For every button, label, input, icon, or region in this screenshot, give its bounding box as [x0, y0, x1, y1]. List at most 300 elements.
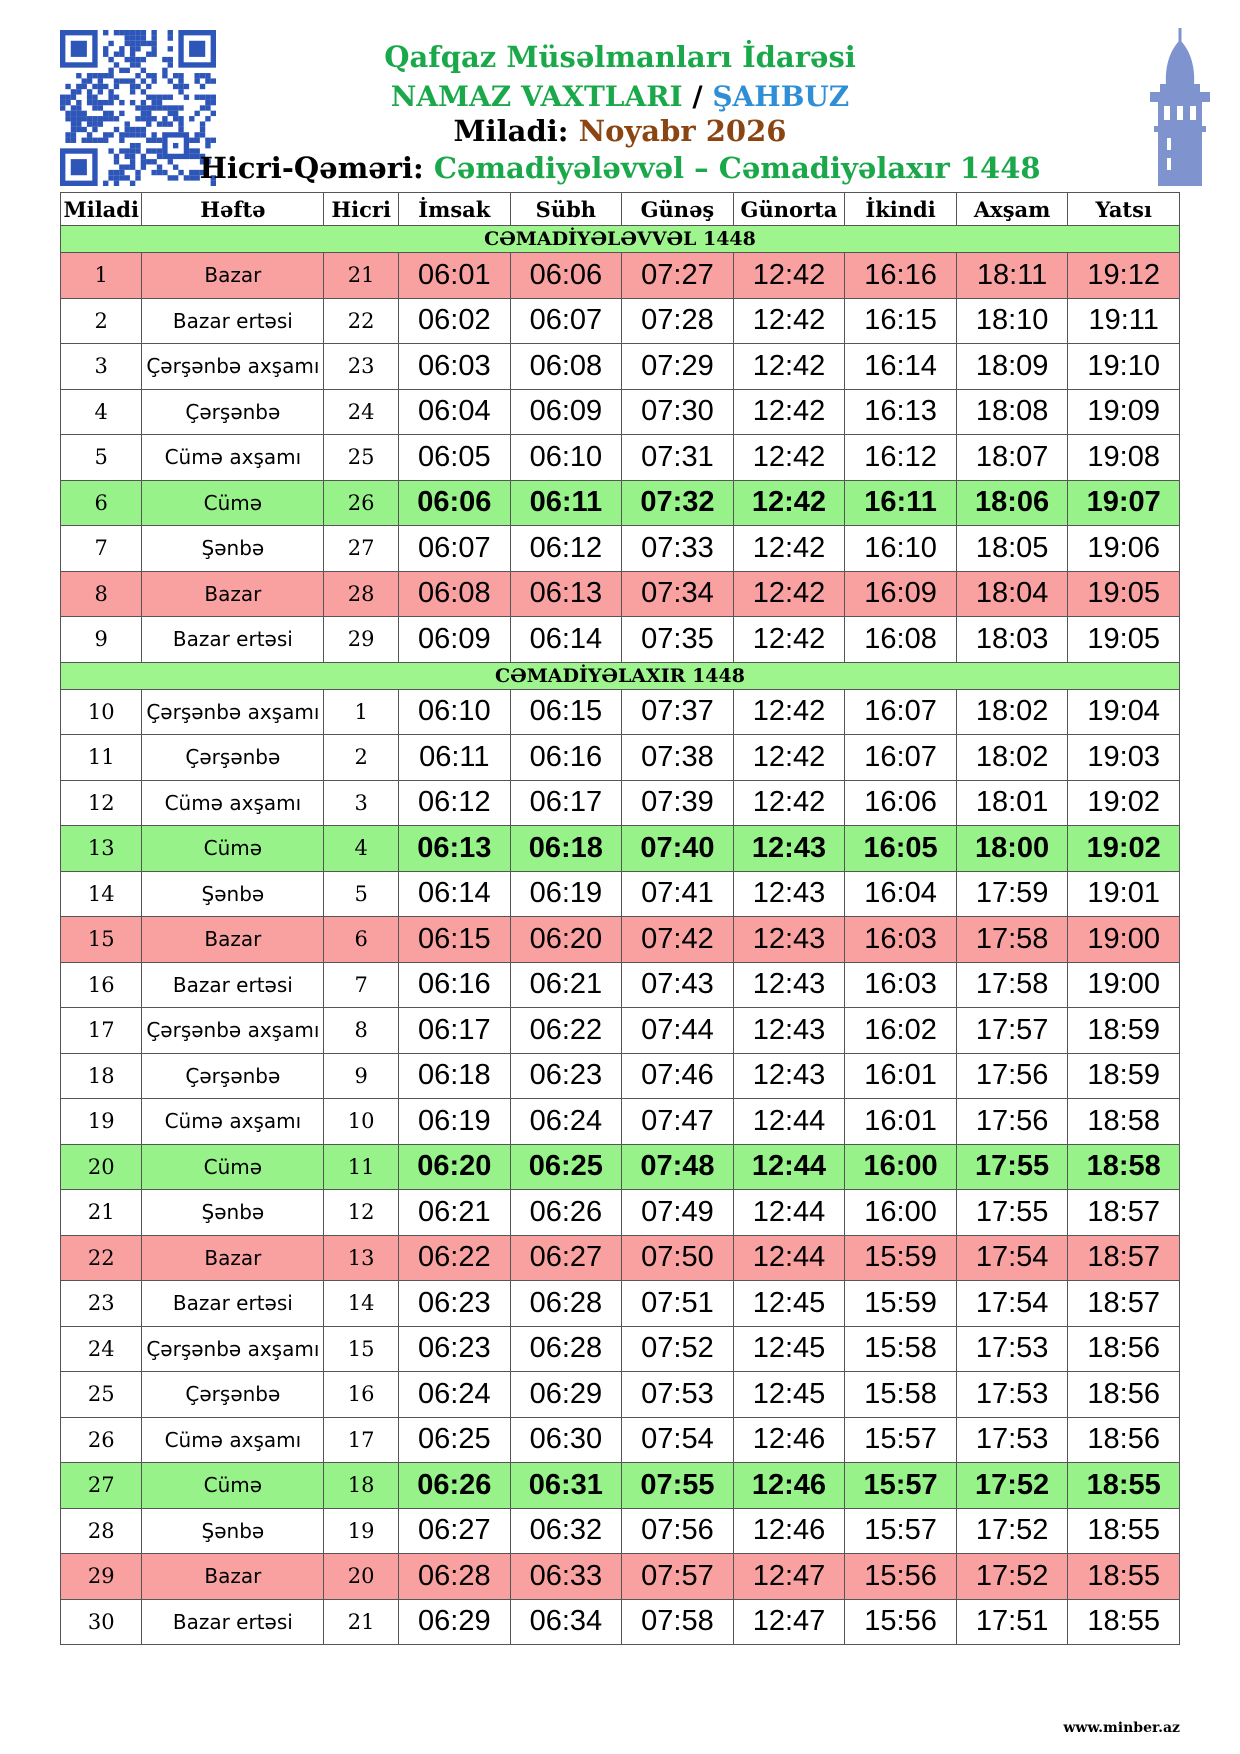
subh-time: 06:30 [510, 1417, 622, 1463]
weekday: Şənbə [142, 1508, 324, 1554]
gunes-time: 07:43 [622, 962, 734, 1008]
gunorta-time: 12:42 [733, 526, 845, 572]
weekday: Bazar ertəsi [142, 1599, 324, 1645]
ikindi-time: 16:08 [845, 617, 957, 663]
gunes-time: 07:33 [622, 526, 734, 572]
yatsi-time: 19:09 [1068, 389, 1180, 435]
axsam-time: 17:53 [956, 1326, 1068, 1372]
gunes-time: 07:56 [622, 1508, 734, 1554]
gunes-time: 07:58 [622, 1599, 734, 1645]
hijri-day: 4 [324, 826, 399, 872]
weekday: Bazar [142, 1235, 324, 1281]
gunes-time: 07:35 [622, 617, 734, 663]
table-row [61, 617, 1180, 663]
gunorta-time: 12:44 [733, 1190, 845, 1236]
column-header: Hicri [324, 193, 399, 226]
gregorian-day: 2 [61, 298, 142, 344]
hijri-day: 24 [324, 389, 399, 435]
ikindi-time: 16:03 [845, 962, 957, 1008]
gunorta-time: 12:42 [733, 689, 845, 735]
gunes-time: 07:57 [622, 1554, 734, 1600]
weekday: Cümə axşamı [142, 1417, 324, 1463]
table-row [61, 1508, 1180, 1554]
axsam-time: 18:10 [956, 298, 1068, 344]
yatsi-time: 18:58 [1068, 1099, 1180, 1145]
hijri-day: 7 [324, 962, 399, 1008]
axsam-time: 18:06 [956, 480, 1068, 526]
ikindi-time: 16:09 [845, 571, 957, 617]
axsam-time: 18:08 [956, 389, 1068, 435]
hijri-day: 21 [324, 1599, 399, 1645]
gunorta-time: 12:47 [733, 1599, 845, 1645]
hijri-day: 13 [324, 1235, 399, 1281]
gregorian-day: 20 [61, 1144, 142, 1190]
ikindi-time: 15:58 [845, 1326, 957, 1372]
yatsi-time: 19:05 [1068, 617, 1180, 663]
gunorta-time: 12:45 [733, 1372, 845, 1418]
ikindi-time: 16:10 [845, 526, 957, 572]
table-row [61, 917, 1180, 963]
yatsi-time: 19:00 [1068, 917, 1180, 963]
imsak-time: 06:12 [399, 780, 511, 826]
axsam-time: 17:52 [956, 1463, 1068, 1509]
gunes-time: 07:28 [622, 298, 734, 344]
imsak-time: 06:02 [399, 298, 511, 344]
ikindi-time: 15:57 [845, 1508, 957, 1554]
weekday: Bazar [142, 917, 324, 963]
subh-time: 06:09 [510, 389, 622, 435]
weekday: Cümə [142, 1463, 324, 1509]
hijri-day: 23 [324, 344, 399, 390]
yatsi-time: 18:57 [1068, 1190, 1180, 1236]
table-row [61, 1053, 1180, 1099]
hijri-day: 8 [324, 1008, 399, 1054]
table-row [61, 526, 1180, 572]
column-header: Sübh [510, 193, 622, 226]
table-row [61, 1599, 1180, 1645]
ikindi-time: 16:03 [845, 917, 957, 963]
ikindi-time: 16:06 [845, 780, 957, 826]
gunes-time: 07:55 [622, 1463, 734, 1509]
gregorian-day: 24 [61, 1326, 142, 1372]
yatsi-time: 18:55 [1068, 1599, 1180, 1645]
axsam-time: 17:52 [956, 1554, 1068, 1600]
table-row [61, 1417, 1180, 1463]
ikindi-time: 15:56 [845, 1599, 957, 1645]
subh-time: 06:11 [510, 480, 622, 526]
gunes-time: 07:47 [622, 1099, 734, 1145]
ikindi-time: 16:11 [845, 480, 957, 526]
weekday: Bazar [142, 253, 324, 299]
gunes-time: 07:53 [622, 1372, 734, 1418]
subh-time: 06:16 [510, 735, 622, 781]
imsak-time: 06:16 [399, 962, 511, 1008]
gunorta-time: 12:47 [733, 1554, 845, 1600]
gunes-time: 07:52 [622, 1326, 734, 1372]
axsam-time: 18:05 [956, 526, 1068, 572]
hijri-day: 22 [324, 298, 399, 344]
gunorta-time: 12:42 [733, 480, 845, 526]
gunorta-time: 12:42 [733, 344, 845, 390]
subh-time: 06:14 [510, 617, 622, 663]
imsak-time: 06:10 [399, 689, 511, 735]
gregorian-day: 14 [61, 871, 142, 917]
gunorta-time: 12:46 [733, 1463, 845, 1509]
weekday: Çərşənbə axşamı [142, 344, 324, 390]
weekday: Cümə axşamı [142, 1099, 324, 1145]
yatsi-time: 19:12 [1068, 253, 1180, 299]
imsak-time: 06:05 [399, 435, 511, 481]
yatsi-time: 19:02 [1068, 780, 1180, 826]
yatsi-time: 18:57 [1068, 1281, 1180, 1327]
gregorian-day: 28 [61, 1508, 142, 1554]
imsak-time: 06:20 [399, 1144, 511, 1190]
table-row [61, 344, 1180, 390]
table-row [61, 1281, 1180, 1327]
imsak-time: 06:21 [399, 1190, 511, 1236]
gregorian-day: 8 [61, 571, 142, 617]
weekday: Çərşənbə axşamı [142, 689, 324, 735]
table-row [61, 1554, 1180, 1600]
gunes-time: 07:27 [622, 253, 734, 299]
gunorta-time: 12:44 [733, 1144, 845, 1190]
gunes-time: 07:41 [622, 871, 734, 917]
weekday: Çərşənbə axşamı [142, 1008, 324, 1054]
gregorian-day: 9 [61, 617, 142, 663]
hijri-day: 10 [324, 1099, 399, 1145]
gunorta-time: 12:43 [733, 826, 845, 872]
axsam-time: 17:54 [956, 1281, 1068, 1327]
subh-time: 06:17 [510, 780, 622, 826]
table-header-row [61, 193, 1180, 226]
yatsi-time: 19:03 [1068, 735, 1180, 781]
ikindi-time: 15:57 [845, 1463, 957, 1509]
imsak-time: 06:01 [399, 253, 511, 299]
ikindi-time: 16:02 [845, 1008, 957, 1054]
gunorta-time: 12:42 [733, 389, 845, 435]
hijri-day: 1 [324, 689, 399, 735]
weekday: Bazar ertəsi [142, 617, 324, 663]
subh-time: 06:18 [510, 826, 622, 872]
gregorian-day: 26 [61, 1417, 142, 1463]
ikindi-time: 16:14 [845, 344, 957, 390]
weekday: Şənbə [142, 1190, 324, 1236]
hijri-day: 11 [324, 1144, 399, 1190]
ikindi-time: 16:07 [845, 689, 957, 735]
gregorian-day: 21 [61, 1190, 142, 1236]
imsak-time: 06:14 [399, 871, 511, 917]
imsak-time: 06:29 [399, 1599, 511, 1645]
axsam-time: 18:01 [956, 780, 1068, 826]
gunorta-time: 12:46 [733, 1417, 845, 1463]
gregorian-value: Noyabr 2026 [578, 114, 787, 148]
axsam-time: 17:59 [956, 871, 1068, 917]
hijri-day: 12 [324, 1190, 399, 1236]
imsak-time: 06:19 [399, 1099, 511, 1145]
subh-time: 06:28 [510, 1281, 622, 1327]
axsam-time: 18:00 [956, 826, 1068, 872]
axsam-time: 18:04 [956, 571, 1068, 617]
gunes-time: 07:32 [622, 480, 734, 526]
gregorian-day: 30 [61, 1599, 142, 1645]
ikindi-time: 16:01 [845, 1099, 957, 1145]
yatsi-time: 18:58 [1068, 1144, 1180, 1190]
gregorian-day: 16 [61, 962, 142, 1008]
gunorta-time: 12:45 [733, 1326, 845, 1372]
axsam-time: 17:58 [956, 917, 1068, 963]
gregorian-day: 6 [61, 480, 142, 526]
subh-time: 06:13 [510, 571, 622, 617]
subh-time: 06:32 [510, 1508, 622, 1554]
gunes-time: 07:42 [622, 917, 734, 963]
yatsi-time: 19:08 [1068, 435, 1180, 481]
axsam-time: 17:56 [956, 1099, 1068, 1145]
imsak-time: 06:22 [399, 1235, 511, 1281]
column-header: Axşam [956, 193, 1068, 226]
weekday: Bazar ertəsi [142, 298, 324, 344]
yatsi-time: 19:11 [1068, 298, 1180, 344]
gunes-time: 07:37 [622, 689, 734, 735]
gregorian-day: 23 [61, 1281, 142, 1327]
ikindi-time: 16:13 [845, 389, 957, 435]
org-title: Qafqaz Müsəlmanları İdarəsi [384, 40, 856, 74]
weekday: Çərşənbə [142, 1053, 324, 1099]
gunes-time: 07:46 [622, 1053, 734, 1099]
gregorian-day: 17 [61, 1008, 142, 1054]
website-footer: www.minber.az [1063, 1720, 1180, 1736]
hijri-label: Hicri-Qəməri: [199, 151, 434, 185]
imsak-time: 06:18 [399, 1053, 511, 1099]
hijri-day: 26 [324, 480, 399, 526]
weekday: Çərşənbə [142, 735, 324, 781]
hijri-day: 2 [324, 735, 399, 781]
axsam-time: 17:58 [956, 962, 1068, 1008]
hijri-value: Cəmadiyələvvəl – Cəmadiyəlaxır 1448 [433, 151, 1041, 185]
ikindi-time: 16:16 [845, 253, 957, 299]
yatsi-time: 18:56 [1068, 1372, 1180, 1418]
hijri-day: 28 [324, 571, 399, 617]
imsak-time: 06:26 [399, 1463, 511, 1509]
yatsi-time: 18:55 [1068, 1463, 1180, 1509]
axsam-time: 17:55 [956, 1144, 1068, 1190]
subh-time: 06:10 [510, 435, 622, 481]
imsak-time: 06:17 [399, 1008, 511, 1054]
section-row [61, 662, 1180, 689]
hijri-day: 29 [324, 617, 399, 663]
gunorta-time: 12:42 [733, 617, 845, 663]
subh-time: 06:27 [510, 1235, 622, 1281]
imsak-time: 06:24 [399, 1372, 511, 1418]
imsak-time: 06:13 [399, 826, 511, 872]
yatsi-time: 18:59 [1068, 1008, 1180, 1054]
hijri-day: 25 [324, 435, 399, 481]
hijri-month [0, 151, 1240, 185]
title-separator: / [682, 80, 713, 113]
gregorian-day: 3 [61, 344, 142, 390]
ikindi-time: 15:59 [845, 1235, 957, 1281]
table-row [61, 571, 1180, 617]
weekday: Cümə [142, 480, 324, 526]
yatsi-time: 19:06 [1068, 526, 1180, 572]
gregorian-day: 1 [61, 253, 142, 299]
weekday: Cümə [142, 826, 324, 872]
subh-time: 06:33 [510, 1554, 622, 1600]
table-row [61, 480, 1180, 526]
weekday: Cümə axşamı [142, 780, 324, 826]
gunes-time: 07:29 [622, 344, 734, 390]
gunes-time: 07:39 [622, 780, 734, 826]
table-row [61, 826, 1180, 872]
imsak-time: 06:08 [399, 571, 511, 617]
gunes-time: 07:40 [622, 826, 734, 872]
gunes-time: 07:49 [622, 1190, 734, 1236]
weekday: Çərşənbə [142, 389, 324, 435]
imsak-time: 06:06 [399, 480, 511, 526]
table-row [61, 1463, 1180, 1509]
gregorian-day: 10 [61, 689, 142, 735]
ikindi-time: 16:00 [845, 1190, 957, 1236]
ikindi-time: 15:56 [845, 1554, 957, 1600]
axsam-time: 17:55 [956, 1190, 1068, 1236]
gunorta-time: 12:43 [733, 962, 845, 1008]
subh-time: 06:24 [510, 1099, 622, 1145]
gunorta-time: 12:42 [733, 253, 845, 299]
yatsi-time: 19:02 [1068, 826, 1180, 872]
gunorta-time: 12:42 [733, 435, 845, 481]
gregorian-day: 13 [61, 826, 142, 872]
subh-time: 06:29 [510, 1372, 622, 1418]
gunes-time: 07:51 [622, 1281, 734, 1327]
document-title [0, 80, 1240, 113]
table-row [61, 871, 1180, 917]
ikindi-time: 15:58 [845, 1372, 957, 1418]
axsam-time: 18:07 [956, 435, 1068, 481]
gunorta-time: 12:42 [733, 571, 845, 617]
weekday: Şənbə [142, 871, 324, 917]
weekday: Bazar [142, 571, 324, 617]
gunes-time: 07:44 [622, 1008, 734, 1054]
hijri-day: 3 [324, 780, 399, 826]
gunorta-time: 12:44 [733, 1235, 845, 1281]
imsak-time: 06:09 [399, 617, 511, 663]
subh-time: 06:08 [510, 344, 622, 390]
yatsi-time: 18:56 [1068, 1326, 1180, 1372]
table-row [61, 253, 1180, 299]
subh-time: 06:22 [510, 1008, 622, 1054]
gunes-time: 07:54 [622, 1417, 734, 1463]
column-header: İmsak [399, 193, 511, 226]
imsak-time: 06:28 [399, 1554, 511, 1600]
gregorian-day: 19 [61, 1099, 142, 1145]
table-row [61, 780, 1180, 826]
gregorian-day: 5 [61, 435, 142, 481]
yatsi-time: 18:59 [1068, 1053, 1180, 1099]
subh-time: 06:26 [510, 1190, 622, 1236]
hijri-day: 9 [324, 1053, 399, 1099]
column-header: Günorta [733, 193, 845, 226]
ikindi-time: 16:04 [845, 871, 957, 917]
gunorta-time: 12:43 [733, 1008, 845, 1054]
axsam-time: 17:52 [956, 1508, 1068, 1554]
ikindi-time: 16:05 [845, 826, 957, 872]
gunes-time: 07:48 [622, 1144, 734, 1190]
gunorta-time: 12:43 [733, 917, 845, 963]
subh-time: 06:07 [510, 298, 622, 344]
imsak-time: 06:11 [399, 735, 511, 781]
yatsi-time: 19:05 [1068, 571, 1180, 617]
subh-time: 06:06 [510, 253, 622, 299]
table-row [61, 1144, 1180, 1190]
table-row [61, 735, 1180, 781]
ikindi-time: 16:01 [845, 1053, 957, 1099]
gregorian-day: 29 [61, 1554, 142, 1600]
yatsi-time: 18:57 [1068, 1235, 1180, 1281]
axsam-time: 17:53 [956, 1417, 1068, 1463]
axsam-time: 17:56 [956, 1053, 1068, 1099]
hijri-day: 21 [324, 253, 399, 299]
table-row [61, 1326, 1180, 1372]
axsam-time: 17:54 [956, 1235, 1068, 1281]
weekday: Bazar ertəsi [142, 962, 324, 1008]
yatsi-time: 19:00 [1068, 962, 1180, 1008]
table-row [61, 435, 1180, 481]
hijri-day: 19 [324, 1508, 399, 1554]
table-row [61, 298, 1180, 344]
table-row [61, 1372, 1180, 1418]
imsak-time: 06:25 [399, 1417, 511, 1463]
gregorian-day: 22 [61, 1235, 142, 1281]
subh-time: 06:12 [510, 526, 622, 572]
gregorian-day: 11 [61, 735, 142, 781]
hijri-day: 5 [324, 871, 399, 917]
ikindi-time: 16:07 [845, 735, 957, 781]
gunorta-time: 12:44 [733, 1099, 845, 1145]
column-header: Həftə [142, 193, 324, 226]
hijri-day: 6 [324, 917, 399, 963]
section-row [61, 226, 1180, 253]
column-header: Yatsı [1068, 193, 1180, 226]
subh-time: 06:19 [510, 871, 622, 917]
hijri-day: 16 [324, 1372, 399, 1418]
weekday: Cümə [142, 1144, 324, 1190]
hijri-day: 20 [324, 1554, 399, 1600]
gunorta-time: 12:42 [733, 298, 845, 344]
table-row [61, 389, 1180, 435]
axsam-time: 17:51 [956, 1599, 1068, 1645]
gunes-time: 07:38 [622, 735, 734, 781]
imsak-time: 06:03 [399, 344, 511, 390]
title-text: NAMAZ VAXTLARI [390, 80, 683, 113]
imsak-time: 06:07 [399, 526, 511, 572]
subh-time: 06:23 [510, 1053, 622, 1099]
section-label: CƏMADİYƏLƏVVƏL 1448 [61, 226, 1180, 253]
gregorian-month [0, 114, 1240, 148]
ikindi-time: 15:59 [845, 1281, 957, 1327]
gunes-time: 07:30 [622, 389, 734, 435]
ikindi-time: 16:12 [845, 435, 957, 481]
gunes-time: 07:34 [622, 571, 734, 617]
ikindi-time: 15:57 [845, 1417, 957, 1463]
gunorta-time: 12:42 [733, 780, 845, 826]
gunorta-time: 12:45 [733, 1281, 845, 1327]
city-name: ŞAHBUZ [712, 80, 850, 113]
ikindi-time: 16:15 [845, 298, 957, 344]
yatsi-time: 19:01 [1068, 871, 1180, 917]
gregorian-day: 25 [61, 1372, 142, 1418]
imsak-time: 06:15 [399, 917, 511, 963]
column-header: İkindi [845, 193, 957, 226]
ikindi-time: 16:00 [845, 1144, 957, 1190]
